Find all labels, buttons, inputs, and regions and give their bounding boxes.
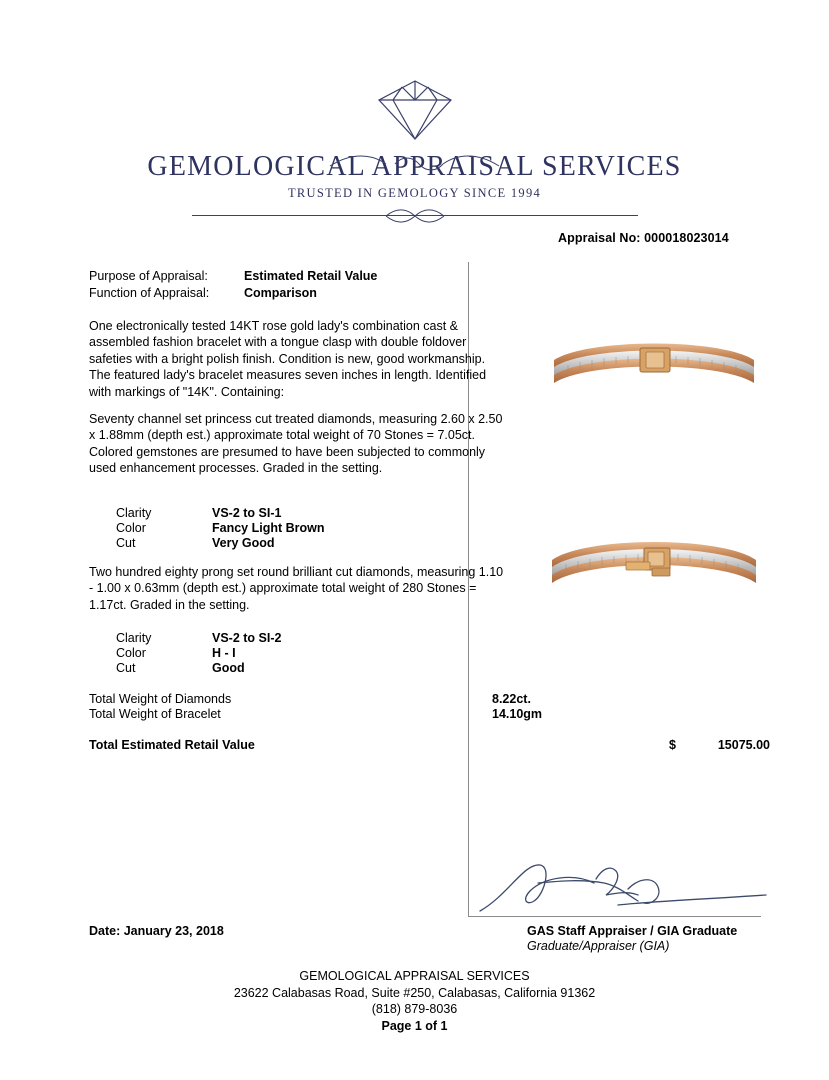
clarity-label: Clarity: [116, 506, 152, 520]
stone-group-2-cut: [116, 660, 245, 676]
stone-group-1-cut: [116, 535, 275, 551]
footer-page-number: Page 1 of 1: [381, 1018, 448, 1033]
footer-company: GEMOLOGICAL APPRAISAL SERVICES: [299, 969, 530, 983]
stone-group-1-description: Seventy channel set princess cut treated diamonds, measuring 2.60 x 2.50 x 1.88mm (depth est.) approximate total weight of 70 Stones = 7.05ct. Colored gemstones are presumed to have been subjected to commonly used enhancement processes. Graded in the setting.: [89, 412, 503, 476]
total-weight-diamonds-value: 8.22ct.: [492, 692, 531, 706]
purpose-of-appraisal-row: [89, 269, 377, 283]
letterhead: [0, 78, 829, 225]
currency-symbol: $: [669, 738, 676, 752]
item-description: One electronically tested 14KT rose gold lady's combination cast & assembled fashion bracelet with a tongue clasp with double foldover safeties with a bright polish finish. Condition is new, good workmanship. The featured lady's bracelet measures seven inches in length. Identified with markings of "14K". Containing:: [89, 319, 487, 399]
function-of-appraisal-row: [89, 286, 317, 300]
stone-group-2-description: Two hundred eighty prong set round brilliant cut diamonds, measuring 1.10 - 1.00 x 0.63mm (depth est.) approximate total weight of 280 Stones = 1.17ct. Graded in the setting.: [89, 565, 504, 612]
appraiser-title: GAS Staff Appraiser / GIA Graduate: [527, 924, 738, 938]
document-footer: [0, 968, 829, 1034]
bracelet-photo-top: [548, 330, 760, 402]
cut-label: Cut: [116, 536, 136, 550]
color-label: Color: [116, 521, 146, 535]
clarity-value: VS-2 to SI-2: [212, 631, 282, 645]
cut-value: Very Good: [212, 536, 275, 550]
cut-label: Cut: [116, 661, 136, 675]
header-rule: [192, 207, 638, 225]
function-label: Function of Appraisal:: [89, 286, 210, 300]
total-weight-diamonds-label: Total Weight of Diamonds: [89, 692, 232, 706]
appraisal-date: Date: January 23, 2018: [89, 924, 224, 938]
company-title: GEMOLOGICAL APPRAISAL SERVICES: [147, 151, 682, 182]
footer-phone: (818) 879-8036: [371, 1002, 458, 1017]
diamond-icon: [0, 78, 829, 147]
clarity-value: VS-2 to SI-1: [212, 506, 282, 520]
clarity-label: Clarity: [116, 631, 152, 645]
stone-group-2-color: [116, 645, 236, 661]
footer-address: 23622 Calabasas Road, Suite #250, Calabasas, California 91362: [233, 985, 596, 1000]
total-weight-bracelet-label: Total Weight of Bracelet: [89, 707, 221, 721]
cut-value: Good: [212, 661, 245, 675]
flourish-icon: [380, 207, 450, 230]
bracelet-photo-bottom: [548, 528, 760, 600]
appraiser-credential: Graduate/Appraiser (GIA): [527, 939, 670, 953]
total-estimated-retail-value-label: Total Estimated Retail Value: [89, 738, 255, 752]
total-estimated-retail-value-amount: 15075.00: [717, 738, 770, 752]
color-label: Color: [116, 646, 146, 660]
color-value: Fancy Light Brown: [212, 521, 325, 535]
purpose-value: Estimated Retail Value: [244, 269, 378, 283]
total-weight-bracelet-value: 14.10gm: [492, 707, 543, 721]
signature-mark: [478, 855, 768, 917]
stone-group-1-color: [116, 520, 325, 536]
stone-group-2-clarity: [116, 630, 281, 646]
appraisal-number: Appraisal No: 000018023014: [558, 231, 729, 245]
color-value: H - I: [212, 646, 236, 660]
function-value: Comparison: [244, 286, 317, 300]
purpose-label: Purpose of Appraisal:: [89, 269, 208, 283]
company-tagline: TRUSTED IN GEMOLOGY SINCE 1994: [287, 186, 542, 200]
stone-group-1-clarity: [116, 505, 281, 521]
